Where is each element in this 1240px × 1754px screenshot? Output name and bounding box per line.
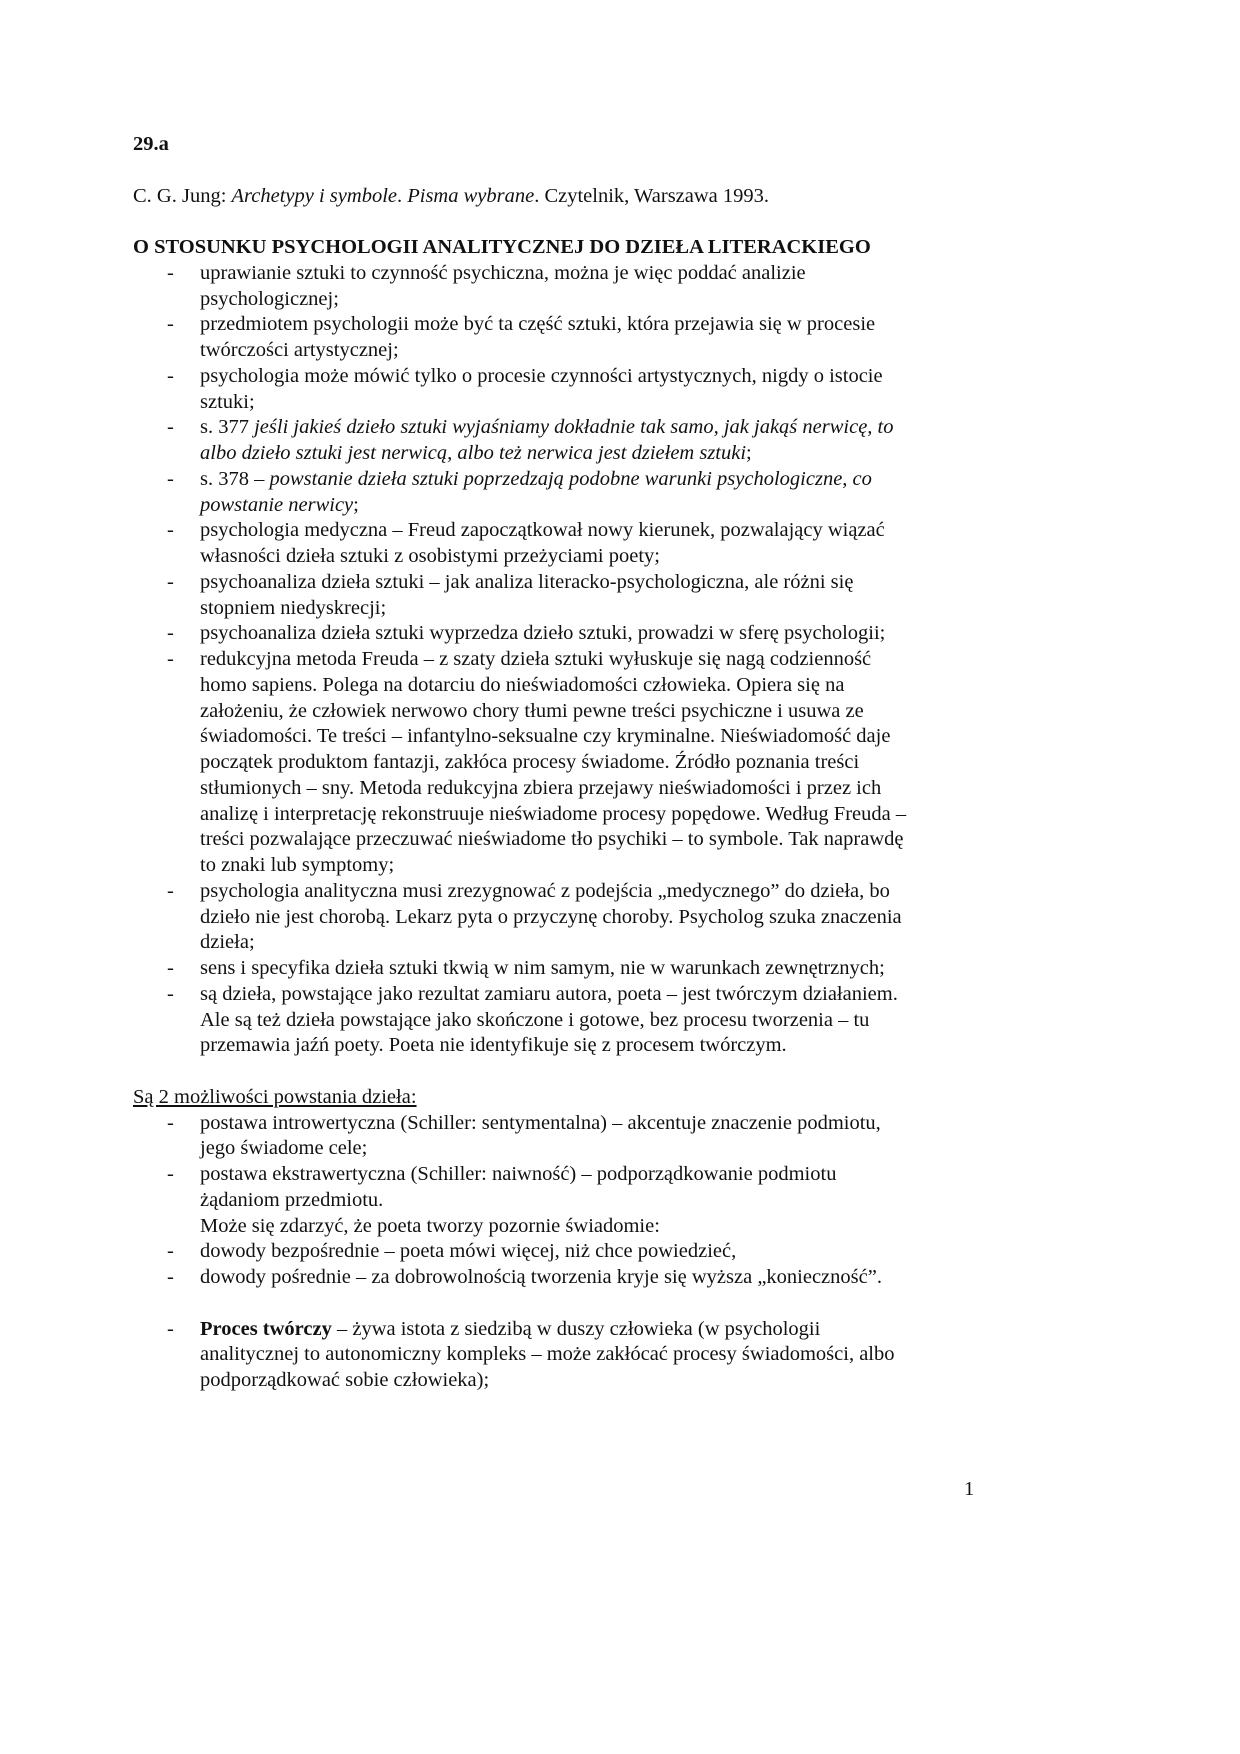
text-run: homo sapiens. Polega na dotarciu do nieświadomości człowieka. Opiera się na: [200, 673, 845, 696]
bullet-item-line: [133, 312, 1113, 338]
text-run: analizę i interpretację rekonstruuje nieświadome procesy popędowe. Według Freuda –: [200, 802, 907, 825]
text-run: s. 378 –: [200, 467, 270, 490]
text-line: [133, 338, 1113, 364]
text-run: .: [396, 184, 408, 207]
text-run: stłumionych – sny. Metoda redukcyjna zbiera przejawy nieświadomości i przez ich: [200, 776, 882, 799]
text-run: stopniem niedyskrecji;: [200, 596, 387, 619]
bullet-dash: -: [167, 1317, 174, 1340]
text-line: [133, 493, 1113, 519]
bullet-item-line: [133, 1317, 1113, 1343]
text-run: powstanie nerwicy: [200, 493, 354, 516]
text-line: [133, 441, 1113, 467]
text-line: [133, 1085, 1113, 1111]
text-line: [133, 1136, 1113, 1162]
bullet-item-line: [133, 570, 1113, 596]
bullet-dash: -: [167, 1163, 174, 1185]
text-run: ;: [746, 442, 752, 464]
text-line: [133, 1342, 1113, 1368]
bullet-item-line: [133, 621, 1113, 647]
text-run: dzieła;: [200, 931, 255, 954]
text-line: [133, 853, 1113, 879]
text-run: albo dzieło sztuki jest nerwicą, albo też nerwica jest dziełem sztuki: [200, 442, 747, 464]
bullet-dash: -: [167, 1266, 174, 1288]
text-run: Archetypy i symbole: [231, 184, 397, 207]
text-run: przemawia jaźń poety. Poeta nie identyfikuje się z procesem twórczym.: [200, 1034, 787, 1057]
text-line: [133, 827, 1113, 853]
bullet-dash: -: [167, 364, 174, 387]
bullet-item-line: [133, 415, 1113, 441]
text-line: [133, 776, 1113, 802]
text-line: [133, 184, 1113, 210]
text-run: psychologia medyczna – Freud zapoczątkował nowy kierunek, pozwalający wiązać: [200, 519, 885, 542]
bullet-dash: -: [167, 416, 174, 439]
text-run: analitycznej to autonomiczny kompleks – może zakłócać procesy świadomości, albo: [200, 1343, 895, 1366]
text-run: psychoanaliza dzieła sztuki – jak analiza literacko-psychologiczna, ale różni się: [200, 570, 854, 593]
text-line: [133, 673, 1113, 699]
text-run: . Czytelnik, Warszawa 1993.: [534, 184, 770, 207]
text-run: C. G. Jung:: [133, 184, 232, 207]
text-line: [133, 1214, 1113, 1240]
text-line: [133, 390, 1113, 416]
text-run: podporządkować sobie człowieka);: [200, 1369, 490, 1391]
text-run: dzieło nie jest chorobą. Lekarz pyta o przyczynę choroby. Psycholog szuka znaczenia: [200, 905, 902, 928]
text-run: dowody pośrednie – za dobrowolnością tworzenia kryje się wyższa „konieczność”.: [200, 1266, 882, 1288]
bullet-item-line: [133, 956, 1113, 982]
text-run: redukcyjna metoda Freuda – z szaty dzieła sztuki wyłuskuje się nagą codzienność: [200, 648, 872, 670]
text-run: postawa introwertyczna (Schiller: sentymentalna) – akcentuje znaczenie podmiotu,: [200, 1111, 881, 1134]
text-run: Ale są też dzieła powstające jako skończone i gotowe, bez procesu tworzenia – tu: [200, 1008, 870, 1031]
text-line: [133, 930, 1113, 956]
text-run: sztuki;: [200, 390, 255, 413]
bullet-dash: -: [167, 313, 174, 336]
bullet-dash: -: [167, 957, 174, 979]
text-run: psychologia może mówić tylko o procesie czynności artystycznych, nigdy o istocie: [200, 364, 883, 387]
text-line: [133, 802, 1113, 828]
blank-line: [133, 1059, 1113, 1085]
blank-line: [133, 209, 1113, 235]
text-run: powstanie dzieła sztuki poprzedzają podobne warunki psychologiczne, co: [269, 467, 872, 490]
bullet-item-line: [133, 467, 1113, 493]
text-run: początek produktom fantazji, zakłóca procesy świadome. Źródło poznania treści: [200, 751, 860, 773]
text-line: [133, 1008, 1113, 1034]
text-line: [133, 132, 1113, 158]
bullet-dash: -: [167, 648, 174, 670]
text-run: sens i specyfika dzieła sztuki tkwią w nim samym, nie w warunkach zewnętrznych;: [200, 957, 885, 979]
text-run: s. 377: [200, 416, 255, 439]
text-run: własności dzieła sztuki z osobistymi przeżyciami poety;: [200, 545, 660, 567]
text-run: założeniu, że człowiek nerwowo chory tłumi pewne treści psychiczne i usuwa ze: [200, 699, 864, 722]
text-line: [133, 1188, 1113, 1214]
bullet-item-line: [133, 982, 1113, 1008]
text-run: Pisma wybrane: [407, 184, 535, 207]
text-run: Są 2 możliwości powstania dzieła:: [133, 1085, 417, 1108]
bullet-dash: -: [167, 1240, 174, 1263]
text-run: twórczości artystycznej;: [200, 339, 399, 361]
text-run: postawa ekstrawertyczna (Schiller: naiwność) – podporządkowanie podmiotu: [200, 1163, 837, 1185]
text-run: jeśli jakieś dzieło sztuki wyjaśniamy dokładnie tak samo, jak jakąś nerwicę, to: [254, 416, 894, 439]
text-run: dowody bezpośrednie – poeta mówi więcej, niż chce powiedzieć,: [200, 1240, 737, 1263]
blank-line: [133, 158, 1113, 184]
text-run: Proces twórczy: [200, 1317, 332, 1340]
bullet-dash: -: [167, 622, 174, 645]
bullet-item-line: [133, 879, 1113, 905]
text-line: [133, 724, 1113, 750]
text-run: 29.a: [133, 133, 169, 155]
text-run: żądaniom przedmiotu.: [200, 1188, 384, 1211]
bullet-dash: -: [167, 519, 174, 542]
text-run: treści pozwalające przeczuwać nieświadome tło psychiki – to symbole. Tak naprawdę: [200, 828, 904, 851]
text-run: jego świadome cele;: [200, 1137, 368, 1160]
bullet-item-line: [133, 1111, 1113, 1137]
bullet-dash: -: [167, 261, 174, 284]
blank-line: [133, 1291, 1113, 1317]
bullet-item-line: [133, 364, 1113, 390]
text-run: są dzieła, powstające jako rezultat zamiaru autora, poeta – jest twórczym działaniem.: [200, 982, 898, 1005]
text-line: [133, 905, 1113, 931]
bullet-dash: -: [167, 879, 174, 902]
page-number: 1: [964, 1478, 975, 1500]
text-line: [133, 287, 1113, 313]
text-line: [133, 1368, 1113, 1394]
bullet-item-line: [133, 1265, 1113, 1291]
text-run: ;: [353, 493, 359, 516]
text-line: [133, 750, 1113, 776]
bullet-dash: -: [167, 570, 174, 593]
text-run: psychoanaliza dzieła sztuki wyprzedza dzieło sztuki, prowadzi w sferę psychologii;: [200, 622, 886, 645]
text-line: [133, 1033, 1113, 1059]
document-body: [133, 132, 1113, 1394]
text-run: O STOSUNKU PSYCHOLOGII ANALITYCZNEJ DO DZIEŁA LITERACKIEGO: [133, 236, 871, 258]
text-line: [133, 235, 1113, 261]
bullet-item-line: [133, 1239, 1113, 1265]
text-run: psychologia analityczna musi zrezygnować z podejścia „medycznego” do dzieła, bo: [200, 879, 890, 902]
bullet-dash: -: [167, 467, 174, 490]
text-run: Może się zdarzyć, że poeta tworzy pozornie świadomie:: [200, 1214, 660, 1237]
text-run: świadomości. Te treści – infantylno-seksualne czy kryminalne. Nieświadomość daje: [200, 725, 891, 748]
text-run: psychologicznej;: [200, 287, 339, 310]
text-line: [133, 699, 1113, 725]
bullet-dash: -: [167, 1111, 174, 1134]
bullet-item-line: [133, 647, 1113, 673]
bullet-item-line: [133, 1162, 1113, 1188]
text-run: – żywa istota z siedzibą w duszy człowieka (w psychologii: [331, 1317, 821, 1340]
text-run: uprawianie sztuki to czynność psychiczna, można je więc poddać analizie: [200, 261, 806, 284]
text-run: przedmiotem psychologii może być ta część sztuki, która przejawia się w procesie: [200, 313, 876, 336]
text-run: to znaki lub symptomy;: [200, 854, 395, 876]
bullet-dash: -: [167, 982, 174, 1005]
text-line: [133, 544, 1113, 570]
bullet-item-line: [133, 518, 1113, 544]
text-line: [133, 596, 1113, 622]
bullet-item-line: [133, 261, 1113, 287]
